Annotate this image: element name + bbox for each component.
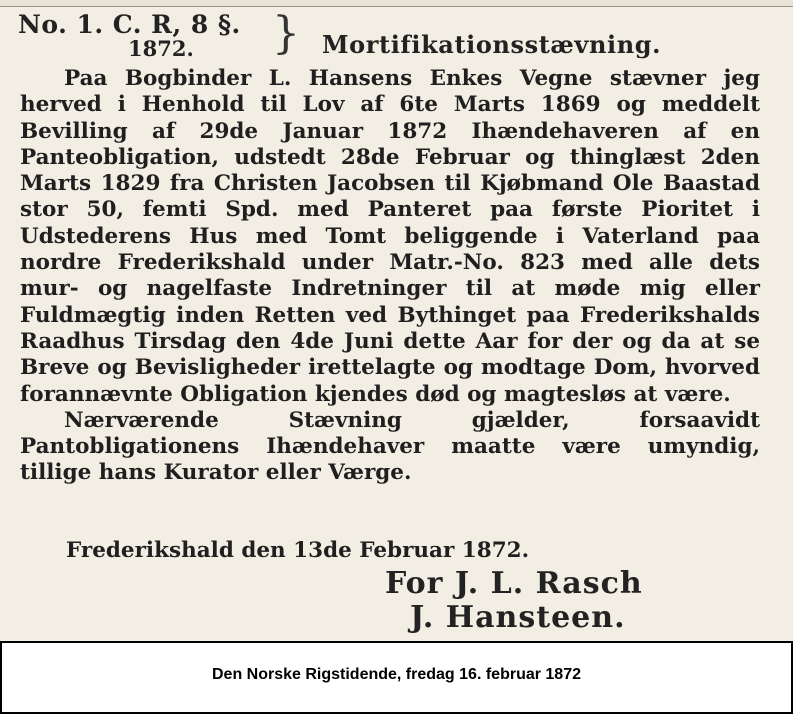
brace-symbol: } bbox=[272, 8, 300, 59]
case-reference-year: 1872. bbox=[128, 36, 194, 61]
notice-heading: Mortifikationsstævning. bbox=[322, 30, 662, 59]
case-reference: No. 1. C. R, 8 §. bbox=[18, 10, 241, 39]
notice-date-line: Frederikshald den 13de Februar 1872. bbox=[66, 538, 530, 563]
clipping-top-edge bbox=[0, 0, 793, 7]
caption-box bbox=[0, 641, 793, 714]
signature-line-1: For J. L. Rasch bbox=[385, 566, 643, 601]
notice-paragraph-1: Paa Bogbinder L. Hansens Enkes Vegne stævner jeg herved i Henhold til Lov af 6te Marts 1869 og meddelt Bevilling af 29de Januar 1872 Ihændehaveren af en Panteobligation, udstedt 28de Februar og thinglæst 2den Marts 1829 fra Christen Jacobsen til Kjøbmand Ole Baastad stor 50, femti Spd. med Panteret paa første Pioritet i Udstederens Hus med Tomt beliggende i Vaterland paa nordre Frederikshald under Matr.-No. 823 med alle dets mur- og nagelfaste Indretninger til at møde mig eller Fuldmægtig inden Retten ved Bythinget paa Frederikshalds Raadhus Tirsdag den 4de Juni dette Aar for der og da at se Breve og Bevisligheder irettelagte og modtage Dom, hvorved forannævnte Obligation kjendes død og magtesløs at være. bbox=[20, 66, 760, 407]
signature-line-2: J. Hansteen. bbox=[410, 600, 626, 635]
notice-body bbox=[20, 66, 760, 487]
notice-paragraph-2: Nærværende Stævning gjælder, forsaavidt Pantobligationens Ihændehaver maatte være umyndig, tillige hans Kurator eller Værge. bbox=[20, 407, 760, 486]
source-caption: Den Norske Rigstidende, fredag 16. februar 1872 bbox=[211, 665, 581, 683]
